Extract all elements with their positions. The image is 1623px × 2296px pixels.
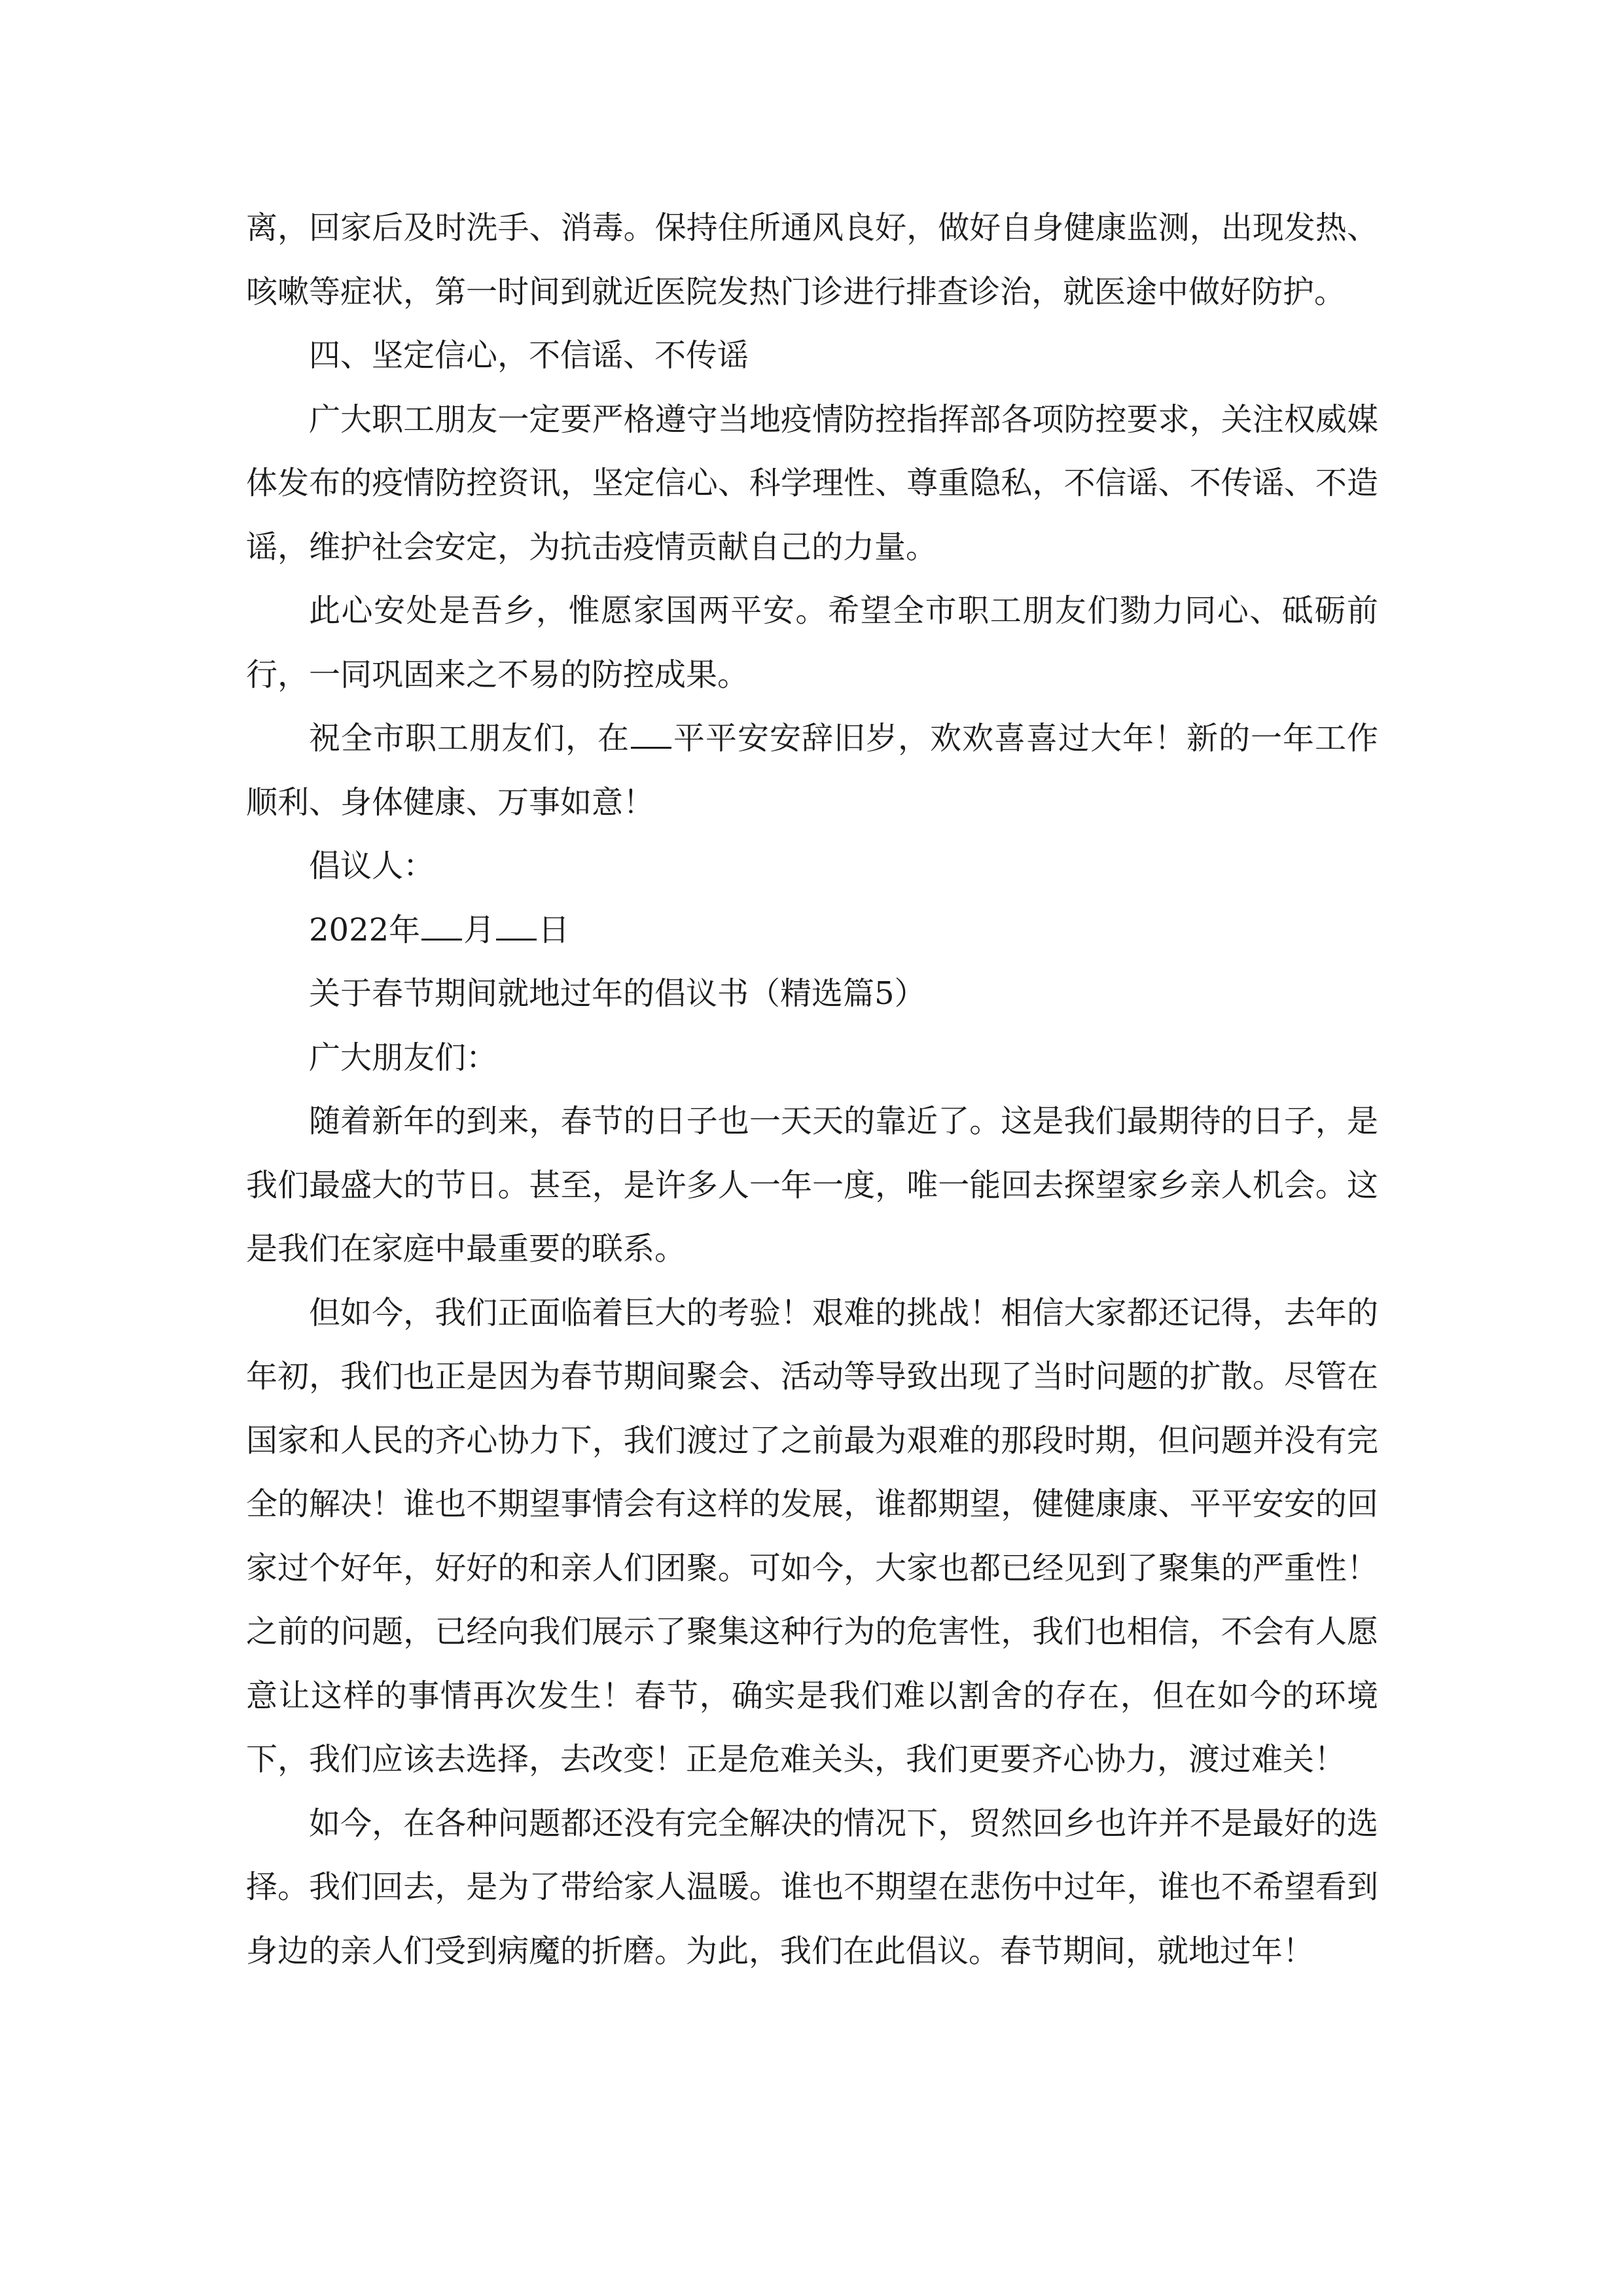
blank-month <box>421 908 462 941</box>
blank-day <box>496 908 537 941</box>
paragraph: 如今，在各种问题都还没有完全解决的情况下，贸然回乡也许并不是最好的选择。我们回去，是为了带给家人温暖。谁也不期望在悲伤中过年，谁也不希望看到身边的亲人们受到病魔的折磨。为此，我们在此倡议。春节期间，就地过年！ <box>246 1804 1378 1969</box>
greeting-text-start: 祝全市职工朋友们，在 <box>309 720 630 757</box>
signatory-label: 倡议人： <box>309 848 435 884</box>
paragraph: 但如今，我们正面临着巨大的考验！艰难的挑战！相信大家都还记得，去年的年初，我们也正是因为春节期间聚会、活动等导致出现了当时问题的扩散。尽管在国家和人民的齐心协力下，我们渡过了之前最为艰难的那段时期，但问题并没有完全的解决！谁也不期望事情会有这样的发展，谁都期望，健健康康、平平安安的回家过个好年，好好的和亲人们团聚。可如今，大家也都已经见到了聚集的严重性！之前的问题，已经向我们展示了聚集这种行为的危害性，我们也相信，不会有人愿意让这样的事情再次发生！春节，确实是我们难以割舍的存在，但在如今的环境下，我们应该去选择，去改变！正是危难关头，我们更要齐心协力，渡过难关！ <box>246 1294 1378 1778</box>
blank-line <box>631 717 671 749</box>
paragraph: 广大职工朋友一定要严格遵守当地疫情防控指挥部各项防控要求，关注权威媒体发布的疫情防控资讯，坚定信心、科学理性、尊重隐私，不信谣、不传谣、不造谣，维护社会安定，为抗击疫情贡献自己的力量。 <box>246 401 1378 565</box>
date-year: 2022年 <box>309 911 421 948</box>
greeting-text-end: 平平安安辞旧岁，欢欢喜喜过大年！新的一年工作顺利、身体健康、万事如意！ <box>246 720 1378 821</box>
document-body <box>246 196 1378 1983</box>
date-line <box>246 899 1378 963</box>
section-heading: 四、坚定信心，不信谣、不传谣 <box>309 337 749 374</box>
salutation: 广大朋友们： <box>309 1039 498 1076</box>
document-title: 关于春节期间就地过年的倡议书（精选篇5） <box>309 975 926 1012</box>
paragraph: 随着新年的到来，春节的日子也一天天的靠近了。这是我们最期待的日子，是我们最盛大的节日。甚至，是许多人一年一度，唯一能回去探望家乡亲人机会。这是我们在家庭中最重要的联系。 <box>246 1103 1378 1267</box>
greeting-paragraph <box>246 707 1378 834</box>
paragraph-continued: 离，回家后及时洗手、消毒。保持住所通风良好，做好自身健康监测，出现发热、咳嗽等症状，第一时间到就近医院发热门诊进行排查诊治，就医途中做好防护。 <box>246 209 1378 310</box>
date-day: 日 <box>538 911 570 948</box>
date-month: 月 <box>463 911 495 948</box>
paragraph: 此心安处是吾乡，惟愿家国两平安。希望全市职工朋友们勠力同心、砥砺前行，一同巩固来之不易的防控成果。 <box>246 592 1378 693</box>
